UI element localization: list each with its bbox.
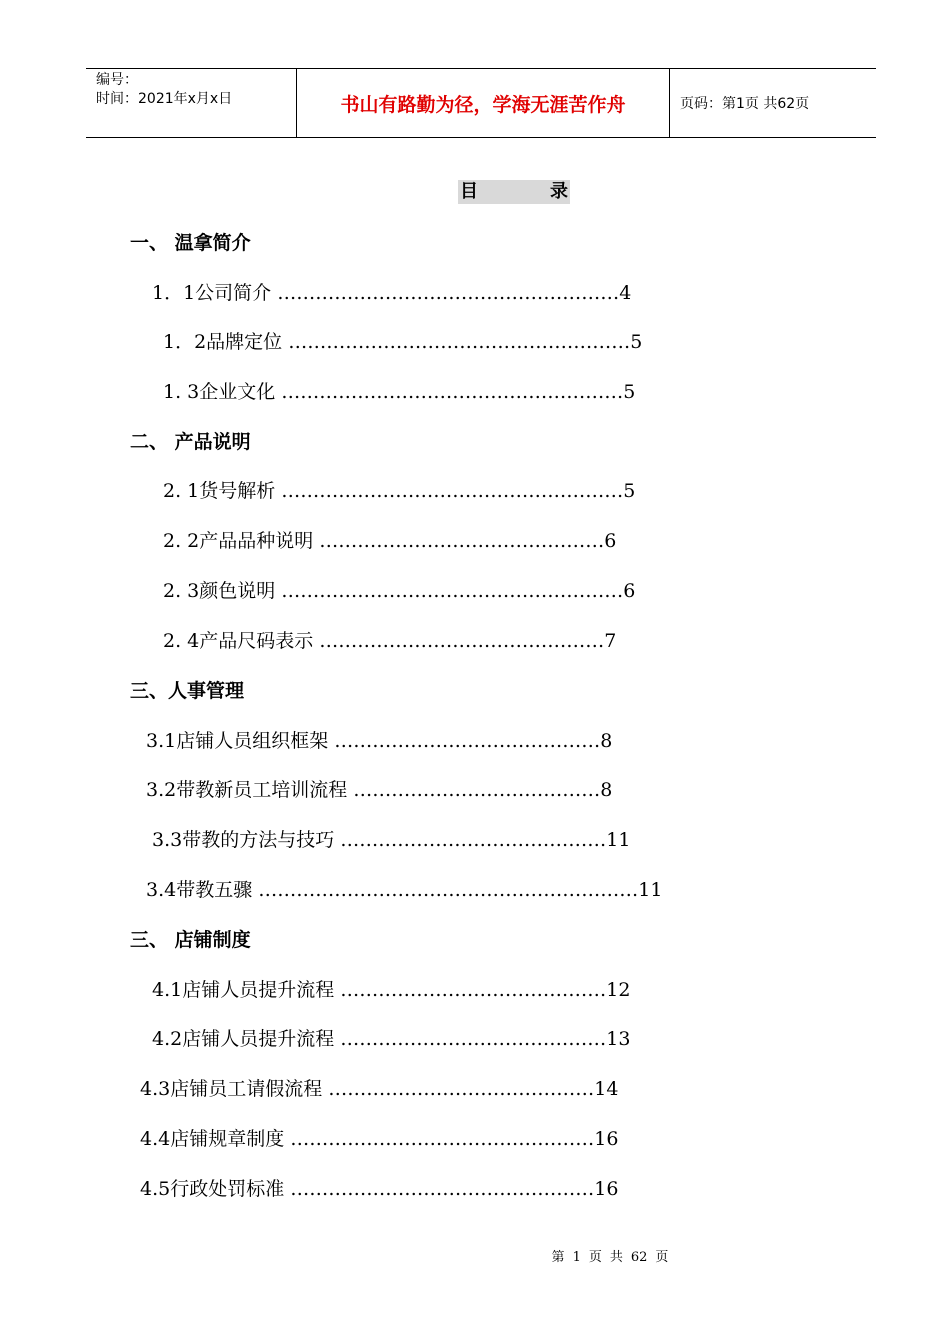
document-header: [86, 68, 876, 138]
toc-entry[interactable]: 1．1公司简介 ………………………………………………4: [152, 282, 632, 304]
footer-page-number: 1: [572, 1250, 581, 1265]
time-label: 时间：2021年x月x日: [96, 91, 233, 107]
toc-section: 一、 温拿简介: [130, 232, 251, 254]
footer-text: 共: [609, 1250, 623, 1265]
toc-entry[interactable]: 4.4店铺规章制度 …………………………………………16: [140, 1128, 619, 1150]
toc-entry[interactable]: 2. 3颜色说明 ………………………………………………6: [163, 580, 636, 602]
toc-entry[interactable]: 3.4带教五骤 ……………………………………………………11: [146, 879, 663, 901]
toc-section: 三、人事管理: [130, 680, 245, 702]
footer-total-pages: 62: [630, 1250, 648, 1265]
page-footer: [0, 1246, 950, 1265]
toc-entry[interactable]: 1．2品牌定位 ………………………………………………5: [163, 331, 643, 353]
toc-title-right: 录: [550, 181, 568, 202]
header-page-info: 页码：第1页 共62页: [680, 96, 810, 112]
toc-entry[interactable]: 3.2带教新员工培训流程 …………………………………8: [146, 779, 613, 801]
toc-title-left: 目: [460, 181, 478, 202]
toc-entry[interactable]: 4.1店铺人员提升流程 ……………………………………12: [152, 979, 631, 1001]
header-meta: [86, 69, 297, 137]
toc-entry[interactable]: 2. 4产品尺码表示 ………………………………………7: [163, 630, 617, 652]
header-motto: 书山有路勤为径，学海无涯苦作舟: [297, 69, 670, 137]
toc-entry[interactable]: 4.3店铺员工请假流程 ……………………………………14: [140, 1078, 619, 1100]
footer-text: 页: [588, 1250, 602, 1265]
toc-entry[interactable]: 4.5行政处罚标准 …………………………………………16: [140, 1178, 619, 1200]
toc-title: [458, 180, 570, 204]
footer-text: 第: [551, 1250, 565, 1265]
toc-entry[interactable]: 2. 1货号解析 ………………………………………………5: [163, 480, 636, 502]
toc-entry[interactable]: 3.3带教的方法与技巧 ……………………………………11: [152, 829, 631, 851]
toc-entry[interactable]: 2. 2产品品种说明 ………………………………………6: [163, 530, 617, 552]
toc-section: 三、 店铺制度: [130, 929, 251, 951]
toc-entry[interactable]: 4.2店铺人员提升流程 ……………………………………13: [152, 1028, 631, 1050]
footer-text: 页: [655, 1250, 669, 1265]
toc-section: 二、 产品说明: [130, 431, 251, 453]
toc-entry[interactable]: 3.1店铺人员组织框架 ……………………………………8: [146, 730, 613, 752]
toc-entry[interactable]: 1. 3企业文化 ………………………………………………5: [163, 381, 636, 403]
number-label: 编号：: [96, 72, 138, 88]
